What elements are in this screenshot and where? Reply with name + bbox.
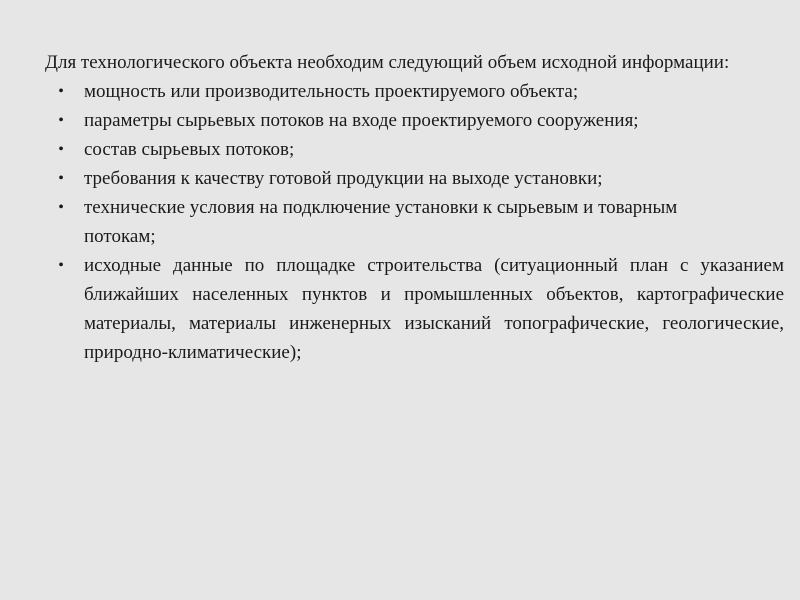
intro-paragraph: Для технологического объекта необходим следующий объем исходной информации:: [45, 52, 730, 73]
bullet-icon: •: [58, 170, 64, 187]
list-item-text: технические условия на подключение установки к сырьевым и товарным потокам;: [84, 197, 678, 247]
bullet-icon: •: [58, 141, 64, 158]
slide-content: [28, 48, 784, 367]
bullet-icon: •: [58, 83, 64, 100]
bullet-icon: •: [58, 257, 64, 274]
list-item: [28, 251, 784, 367]
list-item-text: параметры сырьевых потоков на входе проектируемого сооружения;: [84, 110, 639, 131]
list-item-text: исходные данные по площадке строительства (ситуационный план с указанием ближайших населенных пунктов и промышленных объектов, картографические материалы, материалы инженерных изысканий топографические, геологические, природно-климатические);: [84, 255, 784, 363]
list-item: [28, 135, 784, 164]
list-item-text: требования к качеству готовой продукции на выходе установки;: [84, 168, 603, 189]
bullet-icon: •: [58, 199, 64, 216]
bullet-icon: •: [58, 112, 64, 129]
list-item: [28, 193, 784, 251]
list-item: [28, 77, 784, 106]
list-item-text: мощность или производительность проектируемого объекта;: [84, 81, 579, 102]
bullet-list: [28, 77, 784, 367]
list-item: [28, 106, 784, 135]
list-item-text: состав сырьевых потоков;: [84, 139, 295, 160]
list-item: [28, 164, 784, 193]
